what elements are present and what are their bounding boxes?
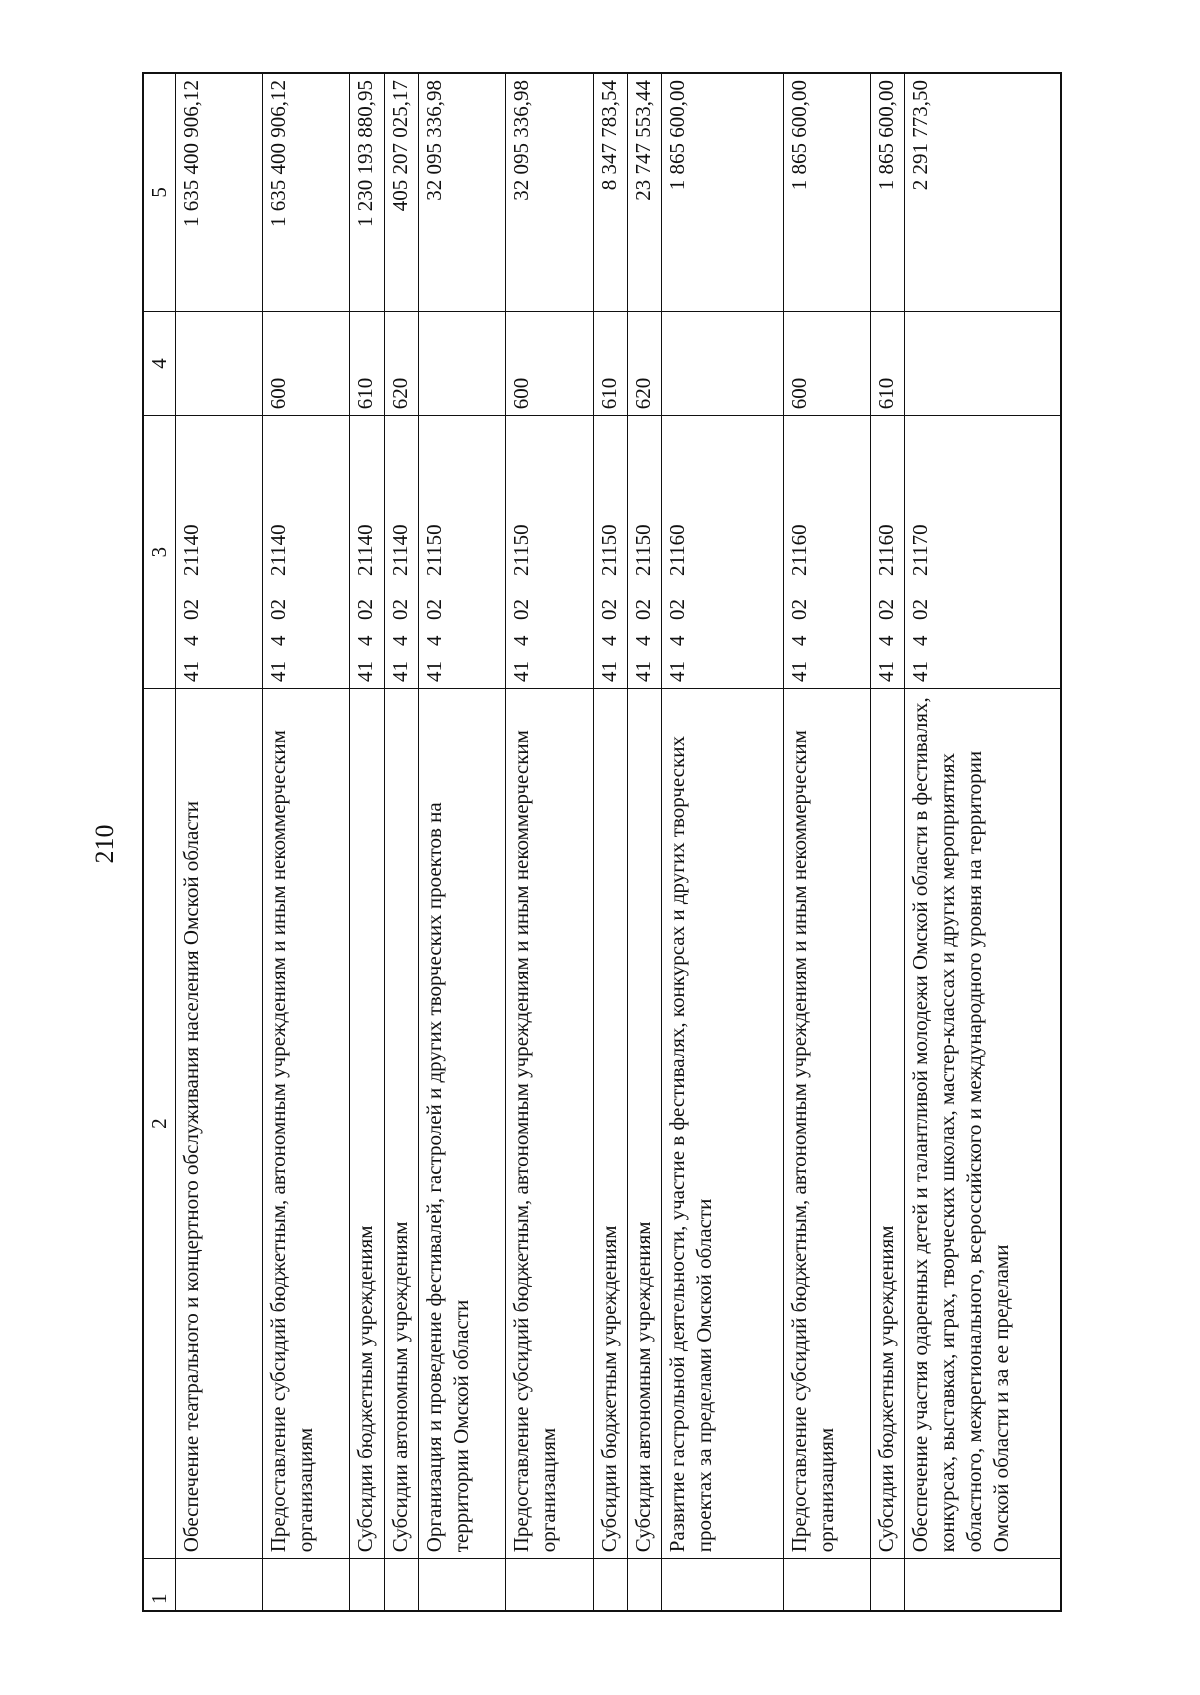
classification-code (596, 506, 623, 682)
row-name-cell: Субсидии бюджетным учреждениям (350, 689, 384, 1559)
row-type-cell: 610 (350, 311, 384, 416)
code-part: 21150 (630, 524, 655, 577)
code-part: 4 (908, 635, 933, 647)
row-code-cell (870, 416, 904, 689)
row-number-cell (662, 1559, 784, 1611)
row-amount-cell: 1 230 193 880,95 (350, 73, 384, 311)
row-code-cell (506, 416, 593, 689)
code-part: 02 (596, 599, 621, 621)
row-code-cell (419, 416, 506, 689)
row-name-cell: Развитие гастрольной деятельности, участие в фестивалях, конкурсах и других творческих проектах за пределами Омской области (662, 689, 784, 1559)
code-part: 4 (596, 635, 621, 647)
code-part: 41 (387, 661, 412, 683)
row-code-cell (593, 416, 627, 689)
table-row (870, 73, 904, 1611)
classification-code (907, 506, 934, 682)
row-name-cell: Субсидии бюджетным учреждениям (593, 689, 627, 1559)
classification-code (508, 506, 535, 682)
table-row (593, 73, 627, 1611)
row-amount-cell: 8 347 783,54 (593, 73, 627, 311)
row-type-cell (905, 311, 1061, 416)
classification-code (873, 506, 900, 682)
row-name-cell: Субсидии автономным учреждениям (627, 689, 661, 1559)
row-type-cell: 610 (870, 311, 904, 416)
row-name-cell: Обеспечение участия одаренных детей и талантливой молодежи Омской области в фестивалях, конкурсах, выставках, играх, творческих школах, мастер-классах и других мероприятиях областного, межрегионального, всероссийского и международного уровня на территории Омской области и за ее пределами (905, 689, 1061, 1559)
code-part: 02 (509, 599, 534, 621)
row-type-cell: 600 (783, 311, 870, 416)
code-part: 02 (908, 599, 933, 621)
table-row (905, 73, 1061, 1611)
code-part: 41 (179, 661, 204, 683)
row-number-cell (176, 1559, 263, 1611)
classification-code (664, 506, 691, 682)
table-row (783, 73, 870, 1611)
code-part: 4 (422, 635, 447, 647)
header-col-5: 5 (143, 73, 176, 311)
row-amount-cell: 1 865 600,00 (870, 73, 904, 311)
code-part: 02 (422, 599, 447, 621)
row-number-cell (263, 1559, 350, 1611)
row-type-cell: 600 (506, 311, 593, 416)
row-number-cell (627, 1559, 661, 1611)
row-number-cell (350, 1559, 384, 1611)
classification-code (421, 506, 448, 682)
row-name-cell: Предоставление субсидий бюджетным, автономным учреждениям и иным некоммерческим организациям (506, 689, 593, 1559)
table-row (384, 73, 418, 1611)
code-part: 02 (873, 599, 898, 621)
code-part: 4 (266, 635, 291, 647)
code-part: 4 (665, 635, 690, 647)
table-row (419, 73, 506, 1611)
row-number-cell (419, 1559, 506, 1611)
row-number-cell (870, 1559, 904, 1611)
row-type-cell (662, 311, 784, 416)
row-amount-cell: 1 865 600,00 (783, 73, 870, 311)
row-name-cell: Предоставление субсидий бюджетным, автономным учреждениям и иным некоммерческим организациям (783, 689, 870, 1559)
code-part: 4 (387, 635, 412, 647)
code-part: 41 (509, 661, 534, 683)
table-row (263, 73, 350, 1611)
classification-code (178, 506, 205, 682)
row-number-cell (783, 1559, 870, 1611)
code-part: 41 (908, 661, 933, 683)
row-name-cell: Предоставление субсидий бюджетным, автономным учреждениям и иным некоммерческим организациям (263, 689, 350, 1559)
row-number-cell (384, 1559, 418, 1611)
row-code-cell (384, 416, 418, 689)
code-part: 41 (665, 661, 690, 683)
header-col-2: 2 (143, 689, 176, 1559)
code-part: 02 (179, 599, 204, 621)
budget-table (142, 72, 1062, 1612)
row-amount-cell: 32 095 336,98 (506, 73, 593, 311)
row-type-cell (419, 311, 506, 416)
code-part: 21150 (596, 524, 621, 577)
code-part: 4 (630, 635, 655, 647)
header-col-1: 1 (143, 1559, 176, 1611)
classification-code (630, 506, 657, 682)
code-part: 21160 (873, 524, 898, 577)
code-part: 21170 (908, 524, 933, 577)
code-part: 4 (179, 635, 204, 647)
row-name-cell: Организация и проведение фестивалей, гастролей и других творческих проектов на территории Омской области (419, 689, 506, 1559)
code-part: 21150 (509, 524, 534, 577)
row-code-cell (263, 416, 350, 689)
code-part: 02 (353, 599, 378, 621)
code-part: 02 (665, 599, 690, 621)
code-part: 02 (786, 599, 811, 621)
row-amount-cell: 23 747 553,44 (627, 73, 661, 311)
row-name-cell: Субсидии автономным учреждениям (384, 689, 418, 1559)
row-amount-cell: 1 635 400 906,12 (263, 73, 350, 311)
classification-code (786, 506, 813, 682)
code-part: 21140 (353, 524, 378, 577)
table-row (506, 73, 593, 1611)
code-part: 21140 (387, 524, 412, 577)
row-number-cell (593, 1559, 627, 1611)
classification-code (352, 506, 379, 682)
code-part: 21160 (665, 524, 690, 577)
code-part: 21140 (266, 524, 291, 577)
table-row (627, 73, 661, 1611)
code-part: 02 (266, 599, 291, 621)
code-part: 4 (353, 635, 378, 647)
code-part: 21150 (422, 524, 447, 577)
row-amount-cell: 2 291 773,50 (905, 73, 1061, 311)
code-part: 41 (786, 661, 811, 683)
row-type-cell (176, 311, 263, 416)
row-amount-cell: 1 635 400 906,12 (176, 73, 263, 311)
row-name-cell: Субсидии бюджетным учреждениям (870, 689, 904, 1559)
row-amount-cell: 405 207 025,17 (384, 73, 418, 311)
table-row (662, 73, 784, 1611)
code-part: 41 (630, 661, 655, 683)
row-code-cell (662, 416, 784, 689)
code-part: 41 (266, 661, 291, 683)
table-row (350, 73, 384, 1611)
row-amount-cell: 32 095 336,98 (419, 73, 506, 311)
classification-code (265, 506, 292, 682)
row-code-cell (783, 416, 870, 689)
row-type-cell: 620 (627, 311, 661, 416)
row-number-cell (905, 1559, 1061, 1611)
row-number-cell (506, 1559, 593, 1611)
row-amount-cell: 1 865 600,00 (662, 73, 784, 311)
row-name-cell: Обеспечение театрального и концертного обслуживания населения Омской области (176, 689, 263, 1559)
classification-code (387, 506, 414, 682)
code-part: 21160 (786, 524, 811, 577)
code-part: 02 (630, 599, 655, 621)
row-code-cell (905, 416, 1061, 689)
code-part: 41 (353, 661, 378, 683)
table-row (176, 73, 263, 1611)
code-part: 4 (873, 635, 898, 647)
page-number: 210 (90, 824, 119, 864)
row-code-cell (350, 416, 384, 689)
row-code-cell (627, 416, 661, 689)
table-header-row (143, 73, 176, 1611)
code-part: 41 (422, 661, 447, 683)
code-part: 41 (873, 661, 898, 683)
row-type-cell: 610 (593, 311, 627, 416)
code-part: 4 (786, 635, 811, 647)
header-col-3: 3 (143, 416, 176, 689)
header-col-4: 4 (143, 311, 176, 416)
code-part: 21140 (179, 524, 204, 577)
code-part: 4 (509, 635, 534, 647)
budget-table-container (142, 72, 1062, 1612)
row-code-cell (176, 416, 263, 689)
row-type-cell: 600 (263, 311, 350, 416)
row-type-cell: 620 (384, 311, 418, 416)
code-part: 02 (387, 599, 412, 621)
code-part: 41 (596, 661, 621, 683)
